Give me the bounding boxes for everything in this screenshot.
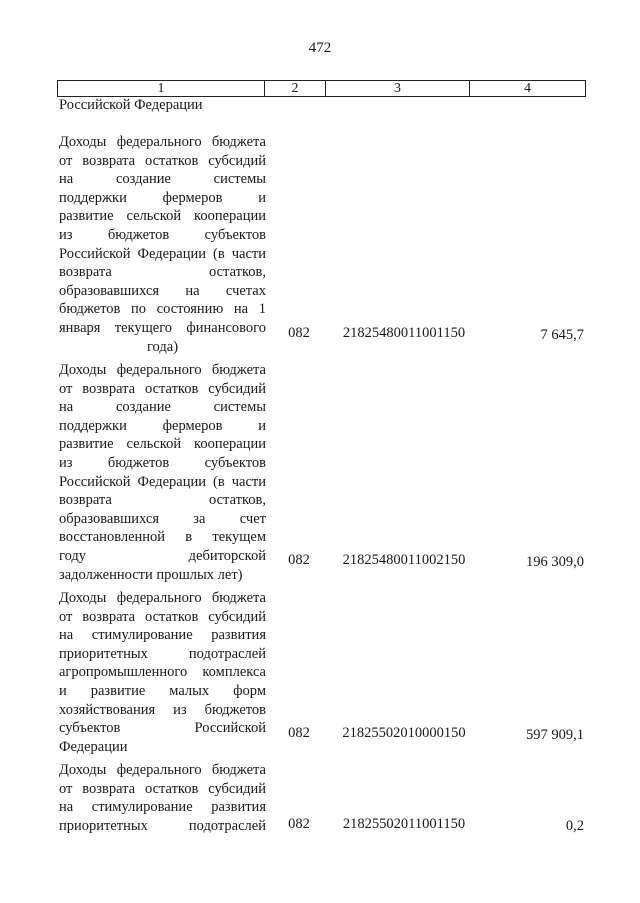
description-line: из бюджетов субъектов xyxy=(59,226,266,243)
description-line: возврата остатков, xyxy=(59,264,266,281)
description-line: января текущего финансового xyxy=(59,319,266,336)
description-line: восстановленной в текущем xyxy=(59,529,266,546)
continuation-text: Российской Федерации xyxy=(59,97,203,113)
amount-value: 7 645,7 xyxy=(540,327,584,343)
admin-code: 082 xyxy=(288,325,310,341)
row-description xyxy=(59,761,266,835)
description-line: Доходы федерального бюджета xyxy=(59,590,266,606)
description-line: хозяйствования из бюджетов xyxy=(59,701,266,718)
row-description xyxy=(59,133,266,356)
description-line: году дебиторской xyxy=(59,547,266,564)
column-header-2: 2 xyxy=(265,81,326,97)
row-description xyxy=(59,361,266,584)
description-line: и развитие малых форм xyxy=(59,682,266,699)
description-line: образовавшихся на счетах xyxy=(59,282,266,299)
description-line: развитие сельской кооперации xyxy=(59,208,266,225)
amount-value: 0,2 xyxy=(565,818,584,834)
description-line: возврата остатков, xyxy=(59,492,266,509)
description-line: бюджетов по состоянию на 1 xyxy=(59,301,266,318)
admin-code: 082 xyxy=(288,725,310,741)
description-line: Доходы федерального бюджета xyxy=(59,134,266,150)
description-line: приоритетных подотраслей xyxy=(59,645,266,662)
description-line: от возврата остатков субсидий xyxy=(59,780,266,797)
description-line: поддержки фермеров и xyxy=(59,417,266,434)
page-number: 472 xyxy=(308,40,332,56)
budget-classification-code: 21825480011001150 xyxy=(342,325,466,341)
description-line: на стимулирование развития xyxy=(59,799,266,816)
amount-value: 196 309,0 xyxy=(526,554,584,570)
description-line: субъектов Российской xyxy=(59,720,266,737)
column-header-1: 1 xyxy=(58,81,265,97)
admin-code: 082 xyxy=(288,552,310,568)
amount-value: 597 909,1 xyxy=(526,727,584,743)
row-description xyxy=(59,589,266,756)
description-line: агропромышленного комплекса xyxy=(59,664,266,681)
description-line: на создание системы xyxy=(59,399,266,416)
budget-classification-code: 21825502011001150 xyxy=(342,816,466,832)
description-line: от возврата остатков субсидий xyxy=(59,152,266,169)
description-line: Федерации xyxy=(59,738,128,755)
column-header-table xyxy=(57,80,586,97)
column-header-3: 3 xyxy=(326,81,470,97)
description-line: поддержки фермеров и xyxy=(59,189,266,206)
column-header-4: 4 xyxy=(470,81,586,97)
description-line: Российской Федерации (в части xyxy=(59,473,266,490)
budget-classification-code: 21825502010000150 xyxy=(342,725,466,741)
budget-classification-code: 21825480011002150 xyxy=(342,552,466,568)
description-line: задолженности прошлых лет) xyxy=(59,566,243,583)
description-line: года) xyxy=(146,338,179,355)
description-line: из бюджетов субъектов xyxy=(59,454,266,471)
description-line: от возврата остатков субсидий xyxy=(59,608,266,625)
description-line: Доходы федерального бюджета xyxy=(59,762,266,778)
column-header-row xyxy=(58,81,586,97)
description-line: образовавшихся за счет xyxy=(59,510,266,527)
description-line: приоритетных подотраслей xyxy=(59,817,266,834)
description-line: на стимулирование развития xyxy=(59,627,266,644)
description-line: Доходы федерального бюджета xyxy=(59,362,266,378)
description-line: от возврата остатков субсидий xyxy=(59,380,266,397)
admin-code: 082 xyxy=(288,816,310,832)
description-line: Российской Федерации (в части xyxy=(59,245,266,262)
description-line: на создание системы xyxy=(59,171,266,188)
description-line: развитие сельской кооперации xyxy=(59,436,266,453)
